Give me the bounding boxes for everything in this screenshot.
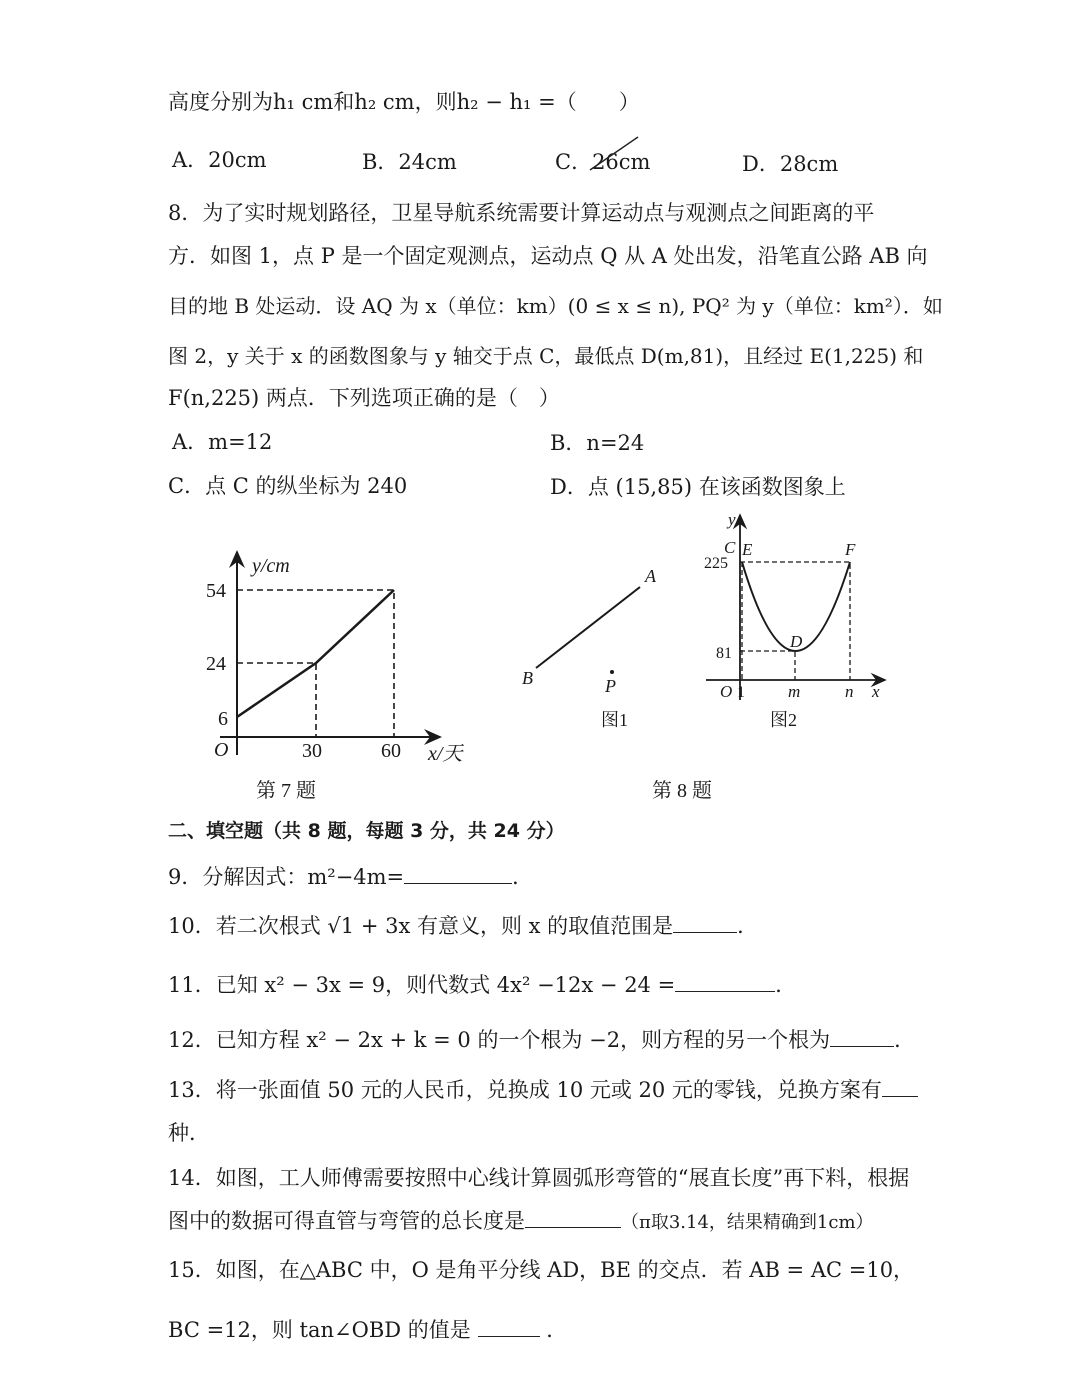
x-tick-m: m [788, 682, 801, 701]
q8-option-b: B．n=24 [550, 431, 645, 455]
x-axis-label: x [872, 682, 880, 701]
answer-blank[interactable] [673, 930, 737, 933]
figure-8-2 [704, 510, 885, 730]
answer-blank[interactable] [830, 1044, 894, 1047]
x-tick-60: 60 [381, 740, 401, 762]
point-f-label: F [845, 540, 856, 559]
q15-text: BC =12，则 tan∠OBD 的值是 [168, 1318, 471, 1342]
x-tick-n: n [845, 682, 854, 701]
q10-text: 10．若二次根式 √1 + 3x 有意义，则 x 的取值范围是 [168, 914, 674, 938]
y-tick-6: 6 [218, 708, 228, 730]
y-tick-81: 81 [716, 645, 732, 662]
period: ． [737, 914, 759, 938]
period: ． [894, 1028, 916, 1052]
q13-text: 13．将一张面值 50 元的人民币，兑换成 10 元或 20 元的零钱，兑换方案有 [168, 1078, 882, 1102]
q7-option-b: B．24cm [362, 150, 457, 174]
point-d-label: D [790, 632, 803, 651]
q8-option-c: C．点 C 的纵坐标为 240 [168, 474, 408, 498]
period: ． [775, 973, 797, 997]
q8-option-d: D．点 (15,85) 在该函数图象上 [550, 475, 846, 499]
answer-blank[interactable] [478, 1334, 540, 1337]
answer-blank[interactable] [675, 989, 775, 992]
figure-8-1 [522, 566, 657, 730]
caption-fig2: 图2 [770, 710, 797, 730]
point-b-label: B [522, 668, 533, 688]
q11 [168, 975, 796, 996]
point-a-label: A [645, 566, 656, 586]
x-axis-label: x/天 [428, 743, 463, 765]
y-axis-label: y [728, 510, 736, 529]
q9 [168, 867, 533, 888]
origin-label: O [214, 739, 229, 761]
q10 [168, 916, 758, 937]
x-tick-30: 30 [302, 740, 322, 762]
answer-blank[interactable] [525, 1225, 621, 1228]
x-tick-1: 1 [737, 684, 745, 701]
q14-note: （π取3.14，结果精确到1cm） [621, 1212, 874, 1233]
q14-line-1: 14．如图，工人师傅需要按照中心线计算圆弧形弯管的“展直长度”再下料，根据 [168, 1166, 910, 1190]
point-c-label: C [724, 538, 736, 557]
q12 [168, 1030, 915, 1051]
point-p-label: P [605, 676, 616, 696]
q8-line-4: 图 2，y 关于 x 的函数图象与 y 轴交于点 C，最低点 D(m,81)，且经过 E(1,225) 和 [168, 344, 924, 368]
q8-line-3: 目的地 B 处运动．设 AQ 为 x（单位：km）(0 ≤ x ≤ n), PQ² 为 y（单位：km²）．如 [168, 294, 943, 318]
q7-stem: 高度分别为h₁ cm和h₂ cm，则h₂ − h₁ =（ ） [168, 90, 640, 114]
q8-line-2: 方．如图 1，点 P 是一个固定观测点，运动点 Q 从 A 处出发，沿笔直公路 AB 向 [168, 244, 928, 268]
q13-line-2: 种． [168, 1121, 210, 1145]
figure-q7-graph [206, 552, 464, 802]
q14-line-2 [168, 1211, 874, 1232]
q7-option-a: A．20cm [172, 148, 267, 172]
q15-line-2 [168, 1320, 567, 1341]
answer-blank[interactable] [882, 1094, 918, 1097]
q15-line-1: 15．如图，在△ABC 中，O 是角平分线 AD，BE 的交点．若 AB = AC =10， [168, 1258, 915, 1282]
y-tick-54: 54 [206, 580, 226, 602]
q8-option-a: A．m=12 [172, 430, 273, 454]
y-tick-225: 225 [704, 555, 728, 572]
segment-ab [536, 587, 640, 668]
section-heading: 二、填空题（共 8 题，每题 3 分，共 24 分） [168, 820, 565, 842]
q13 [168, 1080, 918, 1101]
q11-text: 11．已知 x² − 3x = 9，则代数式 4x² −12x − 24 = [168, 973, 676, 997]
caption-fig1: 图1 [601, 710, 628, 730]
y-axis-label: y/cm [252, 555, 290, 577]
answer-blank[interactable] [404, 881, 512, 884]
period: ． [546, 1318, 568, 1342]
q7-option-c: C．26cm [555, 150, 651, 174]
point-p [610, 670, 614, 674]
q12-text: 12．已知方程 x² − 2x + k = 0 的一个根为 −2，则方程的另一个根为 [168, 1028, 831, 1052]
y-tick-24: 24 [206, 653, 226, 675]
q8-line-1: 8．为了实时规划路径，卫星导航系统需要计算运动点与观测点之间距离的平 [168, 201, 875, 225]
q7-option-d: D．28cm [742, 152, 839, 176]
caption-q8: 第 8 题 [652, 780, 712, 802]
guide-lines [740, 562, 850, 680]
origin-label: O [720, 682, 733, 701]
q9-text: 9．分解因式：m²−4m= [168, 865, 405, 889]
q14-text: 图中的数据可得直管与弯管的总长度是 [168, 1209, 525, 1233]
period: ． [512, 865, 534, 889]
caption-q7: 第 7 题 [256, 780, 316, 802]
point-e-label: E [742, 540, 753, 559]
q8-line-5: F(n,225) 两点．下列选项正确的是（ ） [168, 386, 560, 410]
pen-mark [590, 137, 638, 170]
